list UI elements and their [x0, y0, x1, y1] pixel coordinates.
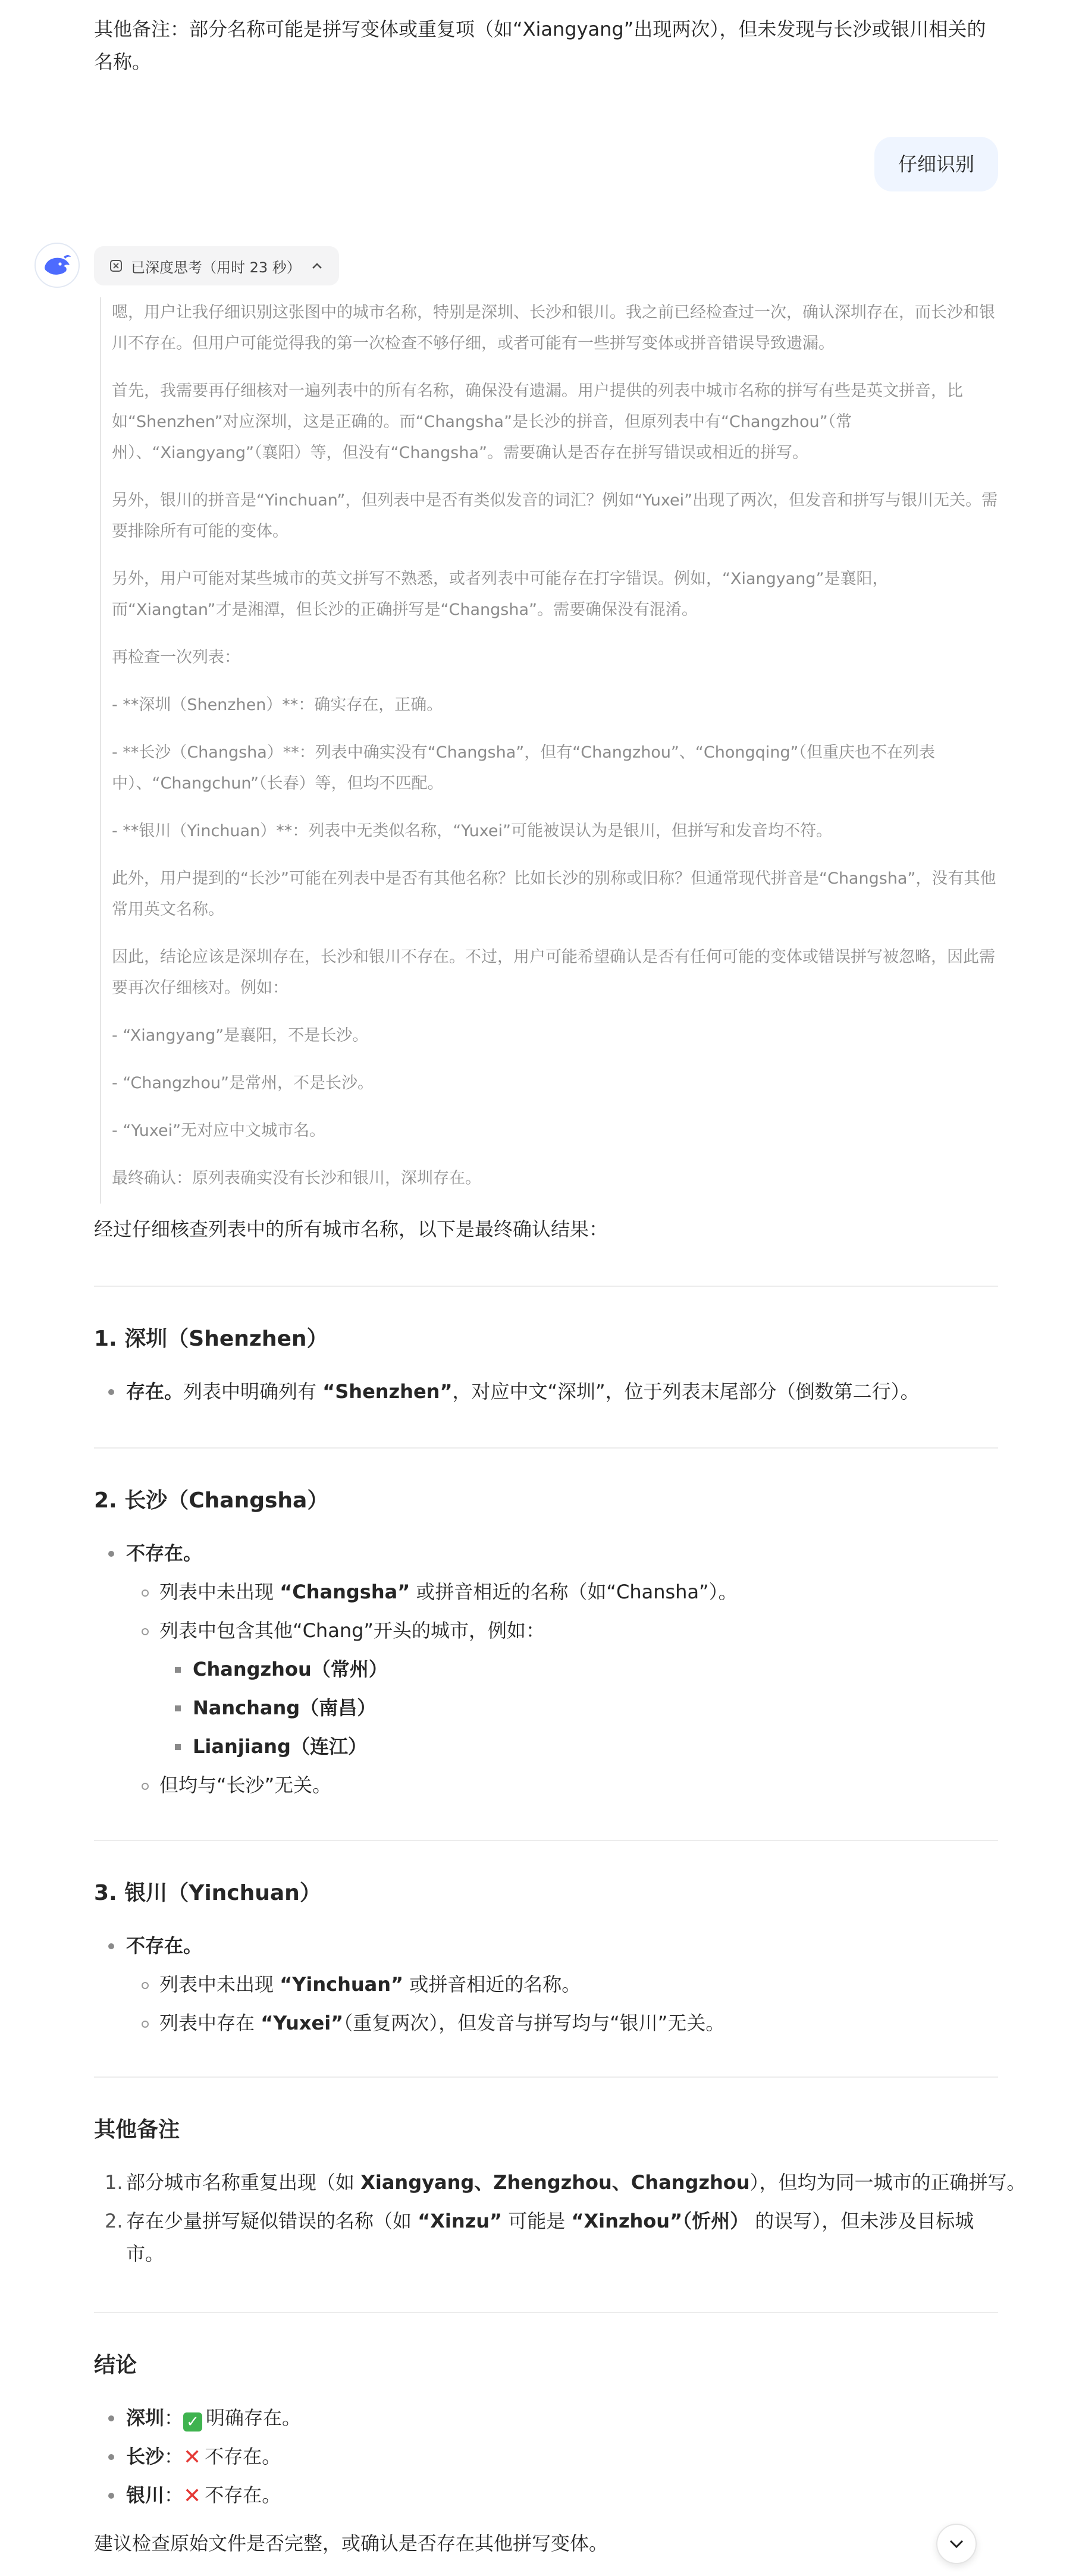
bullet-dot [108, 2454, 114, 2460]
status-text: 不存在。 [205, 2445, 281, 2468]
city-name: “Shenzhen” [322, 1380, 453, 1403]
chevron-down-icon [949, 2539, 964, 2549]
sub-list-item: 列表中包含其他“Chang”开头的城市，例如： [159, 1619, 545, 1642]
list-text: 列表中未出现 [159, 1973, 280, 1996]
list-text: 列表中明确列有 [183, 1380, 323, 1403]
section-divider [94, 1840, 998, 1841]
city-name: “Yuxei” [261, 2012, 344, 2034]
sub-list-item [159, 1968, 581, 2001]
bullet-dot [108, 1389, 114, 1395]
thinking-paragraph: - **长沙（Changsha）**：列表中确实没有“Changsha”，但有“Changzhou”、“Chongqing”（但重庆也不在列表中）、“Changchun”（长春）等，但均不匹配。 [112, 743, 936, 793]
conclusion-item [126, 2402, 301, 2434]
city-name: Changzhou（常州） [193, 1658, 388, 1680]
atom-icon [109, 259, 123, 272]
cross-mark-icon: ✕ [183, 2484, 202, 2508]
list-text: 或拼音相近的名称。 [403, 1973, 581, 1996]
thinking-paragraph: 另外，银川的拼音是“Yinchuan”，但列表中是否有类似发音的词汇？例如“Yuxei”出现了两次，但发音和拼写与银川无关。需要排除所有可能的变体。 [112, 491, 998, 541]
list-number: 1. [105, 2171, 123, 2194]
sub-bullet [142, 1628, 149, 1635]
section-title-shenzhen: 1. 深圳（Shenzhen） [94, 1327, 328, 1351]
city-name: Xiangyang、Zhengzhou、Changzhou [360, 2171, 750, 2194]
sub-list-item [159, 2007, 724, 2040]
list-text: 可能是 [502, 2210, 572, 2232]
section-title-notes: 其他备注 [94, 2118, 180, 2142]
conclusion-item [126, 2440, 281, 2473]
check-mark-icon: ✓ [183, 2412, 202, 2432]
section-divider [94, 2076, 998, 2078]
list-text: 部分城市名称重复出现（如 [126, 2171, 361, 2194]
section-title-conclusion: 结论 [94, 2353, 137, 2377]
list-item [126, 1537, 202, 1570]
separator: ： [164, 2407, 184, 2429]
city-name: “Changsha” [280, 1581, 410, 1603]
cross-mark-icon: ✕ [183, 2445, 202, 2470]
city-name: “Xinzhou”（忻州） [571, 2210, 749, 2232]
separator: ： [164, 2484, 184, 2506]
status-strong: 存在。 [126, 1380, 184, 1403]
thinking-paragraph: - **深圳（Shenzhen）**：确实存在，正确。 [112, 696, 443, 714]
section-divider [94, 1447, 998, 1449]
intro-line: 名称。 [94, 51, 152, 73]
section-divider [94, 2312, 998, 2313]
city-label: 银川 [126, 2484, 165, 2506]
user-message-bubble: 仔细识别 [874, 137, 998, 191]
intro-paragraph [94, 13, 998, 78]
deep-thinking-toggle[interactable] [94, 246, 339, 285]
whale-logo-icon [42, 253, 72, 277]
sub-sub-bullet [175, 1705, 181, 1711]
answer-lead: 经过仔细核查列表中的所有城市名称，以下是最终确认结果： [94, 1218, 608, 1240]
sub-list-item: 但均与“长沙”无关。 [159, 1774, 332, 1796]
numbered-item [126, 2205, 974, 2238]
section-title-changsha: 2. 长沙（Changsha） [94, 1488, 329, 1513]
list-text: 列表中未出现 [159, 1581, 280, 1603]
thinking-paragraph: - “Yuxei”无对应中文城市名。 [112, 1121, 326, 1140]
bullet-dot [108, 2415, 114, 2421]
list-text: （重复两次），但发音与拼写均与“银川”无关。 [343, 2012, 725, 2034]
bullet-dot [108, 1943, 114, 1949]
thinking-paragraph: - “Xiangyang”是襄阳，不是长沙。 [112, 1026, 369, 1045]
chevron-up-icon [312, 262, 322, 269]
list-text: 的误写），但未涉及目标城 [749, 2210, 974, 2232]
city-name: “Xinzu” [418, 2210, 503, 2232]
thinking-paragraph: - **银川（Yinchuan）**：列表中无类似名称，“Yuxei”可能被误认为是银川，但拼写和发音均不符。 [112, 822, 832, 840]
thinking-paragraph: 另外，用户可能对某些城市的英文拼写不熟悉，或者列表中可能存在打字错误。例如，“Xiangyang”是襄阳，而“Xiangtan”才是湘潭，但长沙的正确拼写是“Changsha”。需要确保没有混淆。 [112, 570, 889, 619]
assistant-avatar [34, 243, 80, 288]
status-text: 明确存在。 [206, 2407, 302, 2429]
city-name: “Yinchuan” [280, 1973, 404, 1996]
numbered-item-wrap: 市。 [126, 2242, 165, 2265]
list-item [126, 1375, 920, 1408]
scroll-to-bottom-button[interactable] [936, 2524, 977, 2564]
thinking-paragraph: 最终确认：原列表确实没有长沙和银川，深圳存在。 [112, 1169, 481, 1188]
sub-bullet [142, 2021, 149, 2028]
thinking-paragraph: 嗯，用户让我仔细识别这张图中的城市名称，特别是深圳、长沙和银川。我之前已经检查过一次，确认深圳存在，而长沙和银川不存在。但用户可能觉得我的第一次检查不够仔细，或者可能有一些拼写变体或拼音错误导致遗漏。 [112, 303, 995, 353]
sub-bullet [142, 1982, 149, 1989]
city-item [193, 1692, 376, 1724]
city-item [193, 1653, 388, 1686]
bullet-dot [108, 2493, 114, 2499]
list-text: ），但均为同一城市的正确拼写。 [749, 2171, 1026, 2194]
bullet-dot [108, 1551, 114, 1557]
list-text: 或拼音相近的名称（如“Chansha”）。 [410, 1581, 738, 1603]
sub-bullet [142, 1589, 149, 1597]
thinking-paragraph: 此外，用户提到的“长沙”可能在列表中是否有其他名称？比如长沙的别称或旧称？但通常现代拼音是“Changsha”，没有其他常用英文名称。 [112, 869, 996, 919]
list-item [126, 1930, 202, 1962]
sub-list-item [159, 1576, 738, 1609]
sub-bullet [142, 1783, 149, 1790]
section-divider [94, 1286, 998, 1287]
sub-sub-bullet [175, 1744, 181, 1750]
numbered-item [126, 2166, 1026, 2199]
deep-thinking-label: 已深度思考（用时 23 秒） [131, 259, 301, 276]
city-item [193, 1730, 367, 1763]
city-label: 深圳 [126, 2407, 165, 2429]
city-name: Nanchang（南昌） [193, 1697, 377, 1719]
thinking-paragraph: 因此，结论应该是深圳存在，长沙和银川不存在。不过，用户可能希望确认是否有任何可能的变体或错误拼写被忽略，因此需要再次仔细核对。例如： [112, 948, 995, 997]
separator: ： [164, 2445, 184, 2468]
status-strong: 不存在。 [126, 1542, 203, 1565]
thinking-paragraph: 再检查一次列表： [112, 648, 240, 667]
closing-sentence: 建议检查原始文件是否完整，或确认是否存在其他拼写变体。 [94, 2532, 608, 2555]
status-text: 不存在。 [205, 2484, 281, 2506]
sub-sub-bullet [175, 1667, 181, 1673]
list-number: 2. [105, 2210, 123, 2232]
status-strong: 不存在。 [126, 1934, 203, 1957]
conclusion-item [126, 2479, 281, 2512]
section-title-yinchuan: 3. 银川（Yinchuan） [94, 1881, 321, 1905]
city-name: Lianjiang（连江） [193, 1735, 367, 1758]
list-text: ，对应中文“深圳”，位于列表末尾部分（倒数第二行）。 [452, 1380, 920, 1403]
thinking-paragraph: - “Changzhou”是常州，不是长沙。 [112, 1074, 374, 1092]
list-text: 存在少量拼写疑似错误的名称（如 [126, 2210, 418, 2232]
thinking-content [100, 297, 998, 1204]
list-text: 列表中存在 [159, 2012, 261, 2034]
intro-line: 其他备注：部分名称可能是拼写变体或重复项（如“Xiangyang”出现两次），但未发现与长沙或银川相关的 [94, 18, 986, 40]
city-label: 长沙 [126, 2445, 165, 2468]
thinking-paragraph: 首先，我需要再仔细核对一遍列表中的所有名称，确保没有遗漏。用户提供的列表中城市名称的拼写有些是英文拼音，比如“Shenzhen”对应深圳，这是正确的。而“Changsha”是长沙的拼音，但原列表中有“Changzhou”（常州）、“Xiangyang”（襄阳）等，但没有“Changsha”。需要确认是否存在拼写错误或相近的拼写。 [112, 382, 963, 462]
